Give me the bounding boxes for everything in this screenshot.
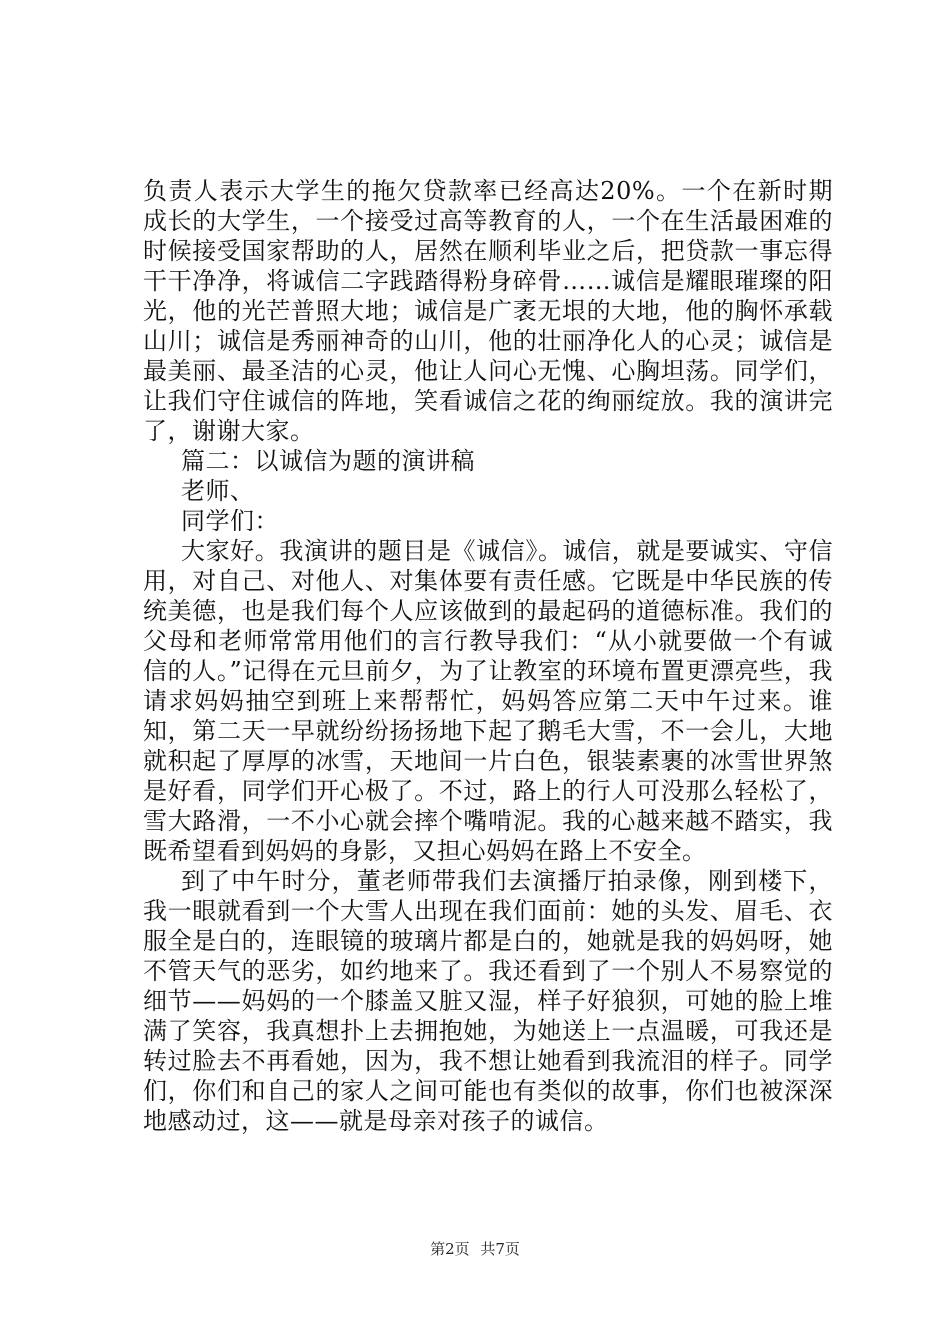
salutation-students: 同学们：: [181, 507, 279, 535]
page-number: 第2页: [430, 1240, 470, 1258]
page-total: 共7页: [480, 1240, 520, 1258]
section-heading: 篇二：以诚信为题的演讲稿: [181, 447, 475, 475]
document-body: [143, 176, 833, 1136]
paragraph-intro: 大家好。我演讲的题目是《诚信》。诚信，就是要诚实、守信用，对自己、对他人、对集体要有责任感。它既是中华民族的传统美德，也是我们每个人应该做到的最起码的道德标准。我们的父母和老师常常用他们的言行教导我们：“从小就要做一个有诚信的人。”记得在元旦前夕，为了让教室的环境布置更漂亮些，我请求妈妈抽空到班上来帮帮忙，妈妈答应第二天中午过来。谁知，第二天一早就纷纷扬扬地下起了鹅毛大雪，不一会儿，大地就积起了厚厚的冰雪，天地间一片白色，银装素裹的冰雪世界煞是好看，同学们开心极了。不过，路上的行人可没那么轻松了，雪大路滑，一不小心就会摔个嘴啃泥。我的心越来越不踏实，我既希望看到妈妈的身影，又担心妈妈在路上不安全。: [143, 537, 833, 865]
paragraph-story: 到了中午时分，董老师带我们去演播厅拍录像，刚到楼下，我一眼就看到一个大雪人出现在我们面前：她的头发、眉毛、衣服全是白的，连眼镜的玻璃片都是白的，她就是我的妈妈呀，她不管天气的恶劣，如约地来了。我还看到了一个别人不易察觉的细节——妈妈的一个膝盖又脏又湿，样子好狼狈，可她的脸上堆满了笑容，我真想扑上去拥抱她，为她送上一点温暖，可我还是转过脸去不再看她，因为，我不想让她看到我流泪的样子。同学们，你们和自己的家人之间可能也有类似的故事，你们也被深深地感动过，这——就是母亲对孩子的诚信。: [143, 867, 833, 1135]
paragraph-continuation: 负责人表示大学生的拖欠贷款率已经高达20%。一个在新时期成长的大学生，一个接受过高等教育的人，一个在生活最困难的时候接受国家帮助的人，居然在顺利毕业之后，把贷款一事忘得干干净净，将诚信二字践踏得粉身碎骨……诚信是耀眼璀璨的阳光，他的光芒普照大地；诚信是广袤无垠的大地，他的胸怀承载山川；诚信是秀丽神奇的山川，他的壮丽净化人的心灵；诚信是最美丽、最圣洁的心灵，他让人问心无愧、心胸坦荡。同学们，让我们守住诚信的阵地，笑看诚信之花的绚丽绽放。我的演讲完了，谢谢大家。: [143, 177, 833, 445]
page-footer: [0, 1239, 950, 1259]
salutation-teachers: 老师、: [181, 477, 255, 505]
